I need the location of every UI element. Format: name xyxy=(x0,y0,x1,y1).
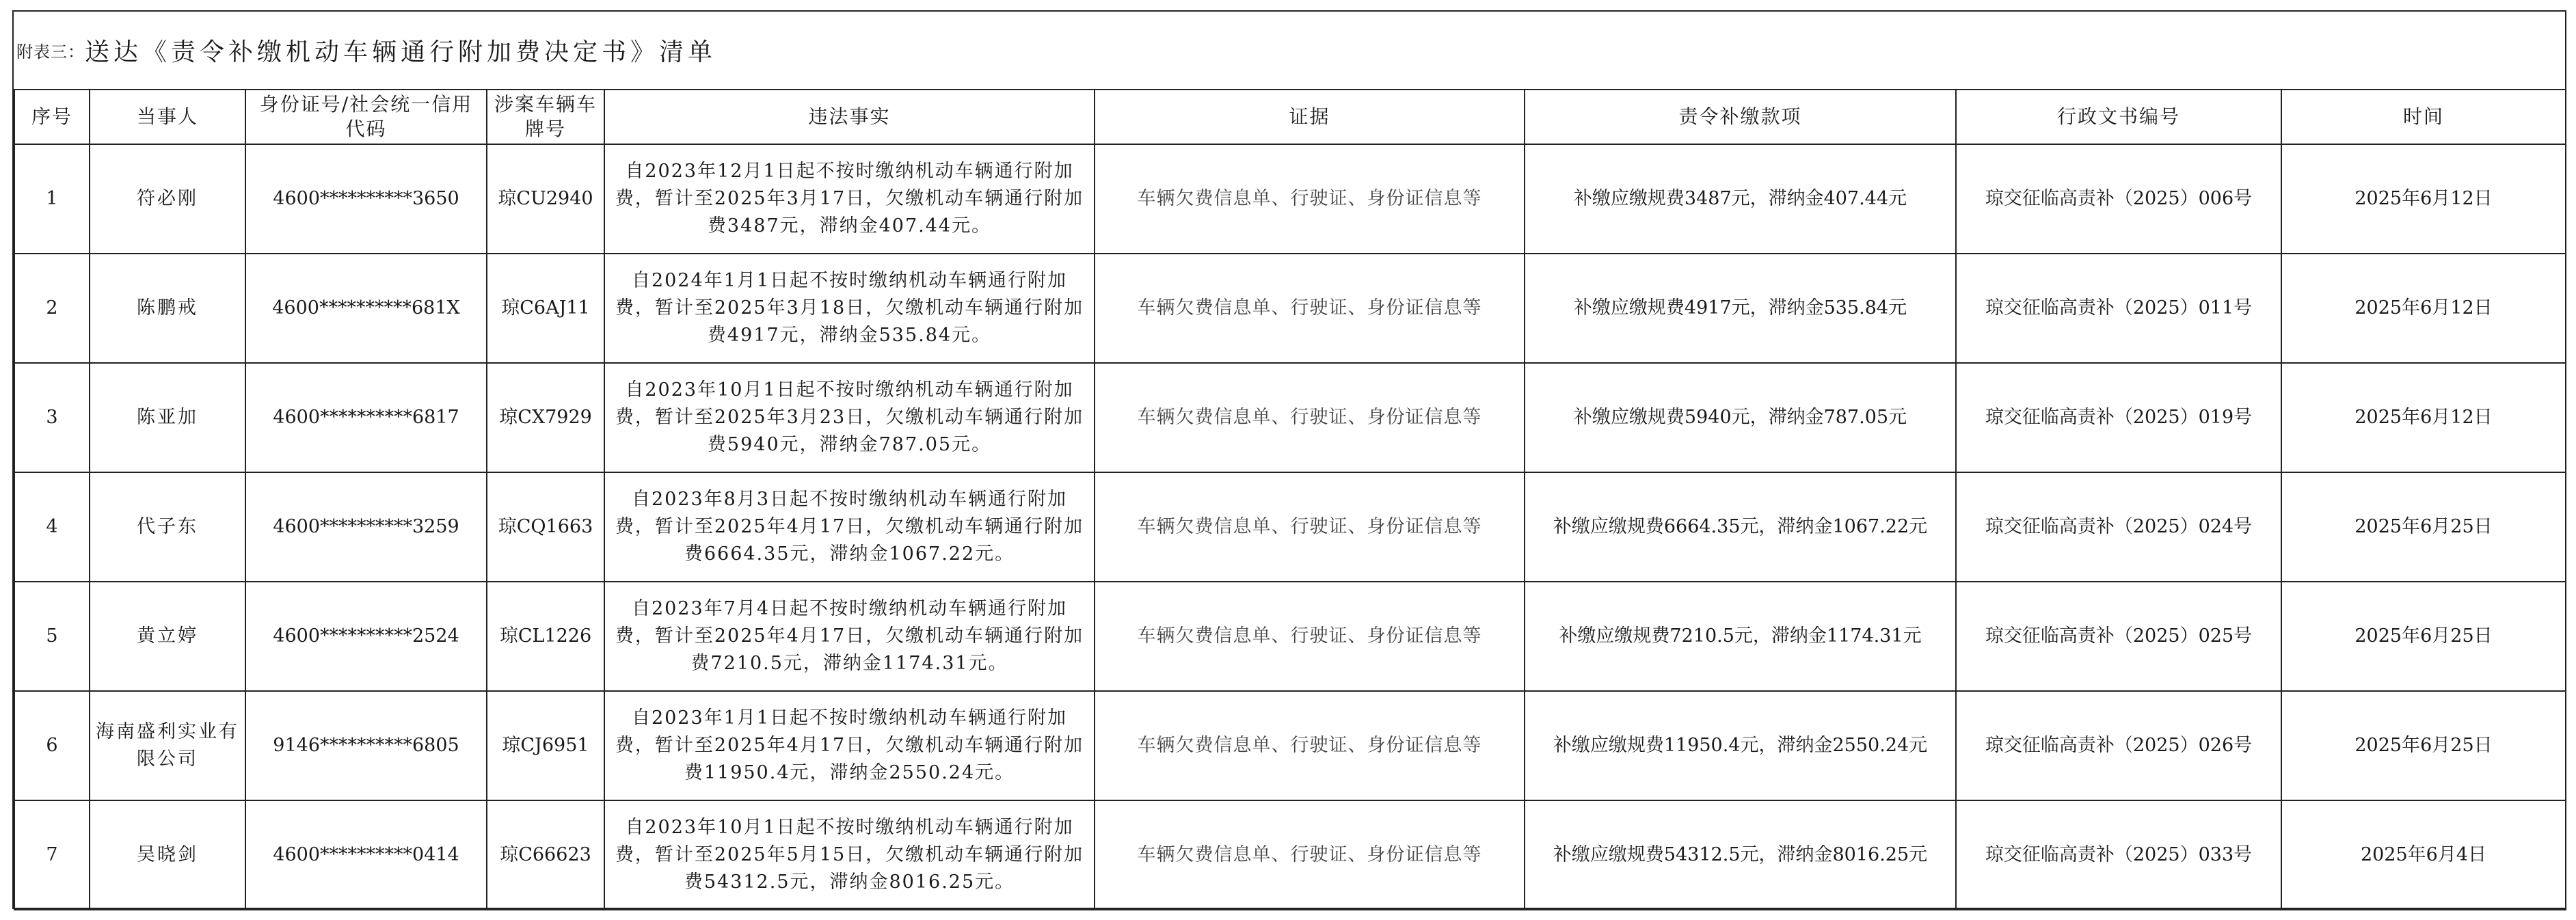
header-doc-number: 行政文书编号 xyxy=(1956,90,2281,144)
cell-doc-number: 琼交征临高责补（2025）026号 xyxy=(1956,691,2281,800)
cell-party: 黄立婷 xyxy=(90,582,245,691)
cell-amount: 补缴应缴规费3487元，滞纳金407.44元 xyxy=(1525,144,1956,254)
cell-date: 2025年6月12日 xyxy=(2281,363,2566,472)
cell-plate: 琼CX7929 xyxy=(487,363,604,472)
cell-amount: 补缴应缴规费7210.5元，滞纳金1174.31元 xyxy=(1525,582,1956,691)
cell-id: 4600**********3650 xyxy=(245,144,487,254)
cell-amount: 补缴应缴规费6664.35元，滞纳金1067.22元 xyxy=(1525,472,1956,582)
cell-party: 吴晓剑 xyxy=(90,800,245,910)
cell-fact: 自2023年10月1日起不按时缴纳机动车辆通行附加费，暂计至2025年3月23日，欠缴机动车辆通行附加费5940元，滞纳金787.05元。 xyxy=(604,363,1095,472)
title-prefix: 附表三： xyxy=(16,42,85,62)
cell-fact: 自2023年7月4日起不按时缴纳机动车辆通行附加费，暂计至2025年4月17日，欠缴机动车辆通行附加费7210.5元，滞纳金1174.31元。 xyxy=(604,582,1095,691)
header-date: 时间 xyxy=(2281,90,2566,144)
header-id: 身份证号/社会统一信用代码 xyxy=(245,90,487,144)
cell-fact: 自2024年1月1日起不按时缴纳机动车辆通行附加费，暂计至2025年3月18日，欠缴机动车辆通行附加费4917元，滞纳金535.84元。 xyxy=(604,254,1095,363)
cell-no: 1 xyxy=(14,144,90,254)
table-row xyxy=(14,472,2566,582)
cell-id: 9146**********6805 xyxy=(245,691,487,800)
cell-no: 2 xyxy=(14,254,90,363)
cell-plate: 琼C66623 xyxy=(487,800,604,910)
header-no: 序号 xyxy=(14,90,90,144)
cell-id: 4600**********3259 xyxy=(245,472,487,582)
table-row xyxy=(14,800,2566,910)
cell-doc-number: 琼交征临高责补（2025）033号 xyxy=(1956,800,2281,910)
cell-id: 4600**********681X xyxy=(245,254,487,363)
cell-plate: 琼C6AJ11 xyxy=(487,254,604,363)
cell-fact: 自2023年12月1日起不按时缴纳机动车辆通行附加费，暂计至2025年3月17日，欠缴机动车辆通行附加费3487元，滞纳金407.44元。 xyxy=(604,144,1095,254)
table-row xyxy=(14,582,2566,691)
cell-amount: 补缴应缴规费54312.5元，滞纳金8016.25元 xyxy=(1525,800,1956,910)
cell-party: 海南盛利实业有限公司 xyxy=(90,691,245,800)
cell-evidence: 车辆欠费信息单、行驶证、身份证信息等 xyxy=(1095,254,1525,363)
cell-date: 2025年6月25日 xyxy=(2281,691,2566,800)
cell-evidence: 车辆欠费信息单、行驶证、身份证信息等 xyxy=(1095,691,1525,800)
cell-date: 2025年6月25日 xyxy=(2281,472,2566,582)
cell-id: 4600**********2524 xyxy=(245,582,487,691)
cell-doc-number: 琼交征临高责补（2025）011号 xyxy=(1956,254,2281,363)
table-row xyxy=(14,363,2566,472)
cell-id: 4600**********6817 xyxy=(245,363,487,472)
header-amount: 责令补缴款项 xyxy=(1525,90,1956,144)
table-row xyxy=(14,144,2566,254)
header-party: 当事人 xyxy=(90,90,245,144)
cell-fact: 自2023年8月3日起不按时缴纳机动车辆通行附加费，暂计至2025年4月17日，欠缴机动车辆通行附加费6664.35元，滞纳金1067.22元。 xyxy=(604,472,1095,582)
cell-plate: 琼CJ6951 xyxy=(487,691,604,800)
cell-party: 符必刚 xyxy=(90,144,245,254)
cell-no: 3 xyxy=(14,363,90,472)
cell-no: 5 xyxy=(14,582,90,691)
cell-amount: 补缴应缴规费5940元，滞纳金787.05元 xyxy=(1525,363,1956,472)
header-plate: 涉案车辆车牌号 xyxy=(487,90,604,144)
cell-date: 2025年6月12日 xyxy=(2281,144,2566,254)
cell-doc-number: 琼交征临高责补（2025）006号 xyxy=(1956,144,2281,254)
table-row xyxy=(14,254,2566,363)
delivery-list-table xyxy=(14,89,2566,910)
document-title xyxy=(14,12,2565,89)
cell-no: 4 xyxy=(14,472,90,582)
cell-doc-number: 琼交征临高责补（2025）019号 xyxy=(1956,363,2281,472)
document-sheet xyxy=(12,10,2566,909)
cell-id: 4600**********0414 xyxy=(245,800,487,910)
header-evidence: 证据 xyxy=(1095,90,1525,144)
cell-doc-number: 琼交征临高责补（2025）024号 xyxy=(1956,472,2281,582)
cell-evidence: 车辆欠费信息单、行驶证、身份证信息等 xyxy=(1095,144,1525,254)
table-header-row xyxy=(14,90,2566,144)
cell-evidence: 车辆欠费信息单、行驶证、身份证信息等 xyxy=(1095,800,1525,910)
cell-no: 7 xyxy=(14,800,90,910)
title-main: 送达《责令补缴机动车辆通行附加费决定书》清单 xyxy=(85,38,717,66)
cell-party: 代子东 xyxy=(90,472,245,582)
cell-party: 陈亚加 xyxy=(90,363,245,472)
cell-no: 6 xyxy=(14,691,90,800)
cell-fact: 自2023年10月1日起不按时缴纳机动车辆通行附加费，暂计至2025年5月15日，欠缴机动车辆通行附加费54312.5元，滞纳金8016.25元。 xyxy=(604,800,1095,910)
cell-doc-number: 琼交征临高责补（2025）025号 xyxy=(1956,582,2281,691)
cell-plate: 琼CU2940 xyxy=(487,144,604,254)
header-fact: 违法事实 xyxy=(604,90,1095,144)
cell-date: 2025年6月25日 xyxy=(2281,582,2566,691)
cell-evidence: 车辆欠费信息单、行驶证、身份证信息等 xyxy=(1095,363,1525,472)
cell-date: 2025年6月12日 xyxy=(2281,254,2566,363)
cell-evidence: 车辆欠费信息单、行驶证、身份证信息等 xyxy=(1095,582,1525,691)
cell-evidence: 车辆欠费信息单、行驶证、身份证信息等 xyxy=(1095,472,1525,582)
cell-date: 2025年6月4日 xyxy=(2281,800,2566,910)
table-row xyxy=(14,691,2566,800)
cell-fact: 自2023年1月1日起不按时缴纳机动车辆通行附加费，暂计至2025年4月17日，欠缴机动车辆通行附加费11950.4元，滞纳金2550.24元。 xyxy=(604,691,1095,800)
cell-amount: 补缴应缴规费11950.4元，滞纳金2550.24元 xyxy=(1525,691,1956,800)
cell-amount: 补缴应缴规费4917元，滞纳金535.84元 xyxy=(1525,254,1956,363)
cell-party: 陈鹏戒 xyxy=(90,254,245,363)
cell-plate: 琼CL1226 xyxy=(487,582,604,691)
cell-plate: 琼CQ1663 xyxy=(487,472,604,582)
